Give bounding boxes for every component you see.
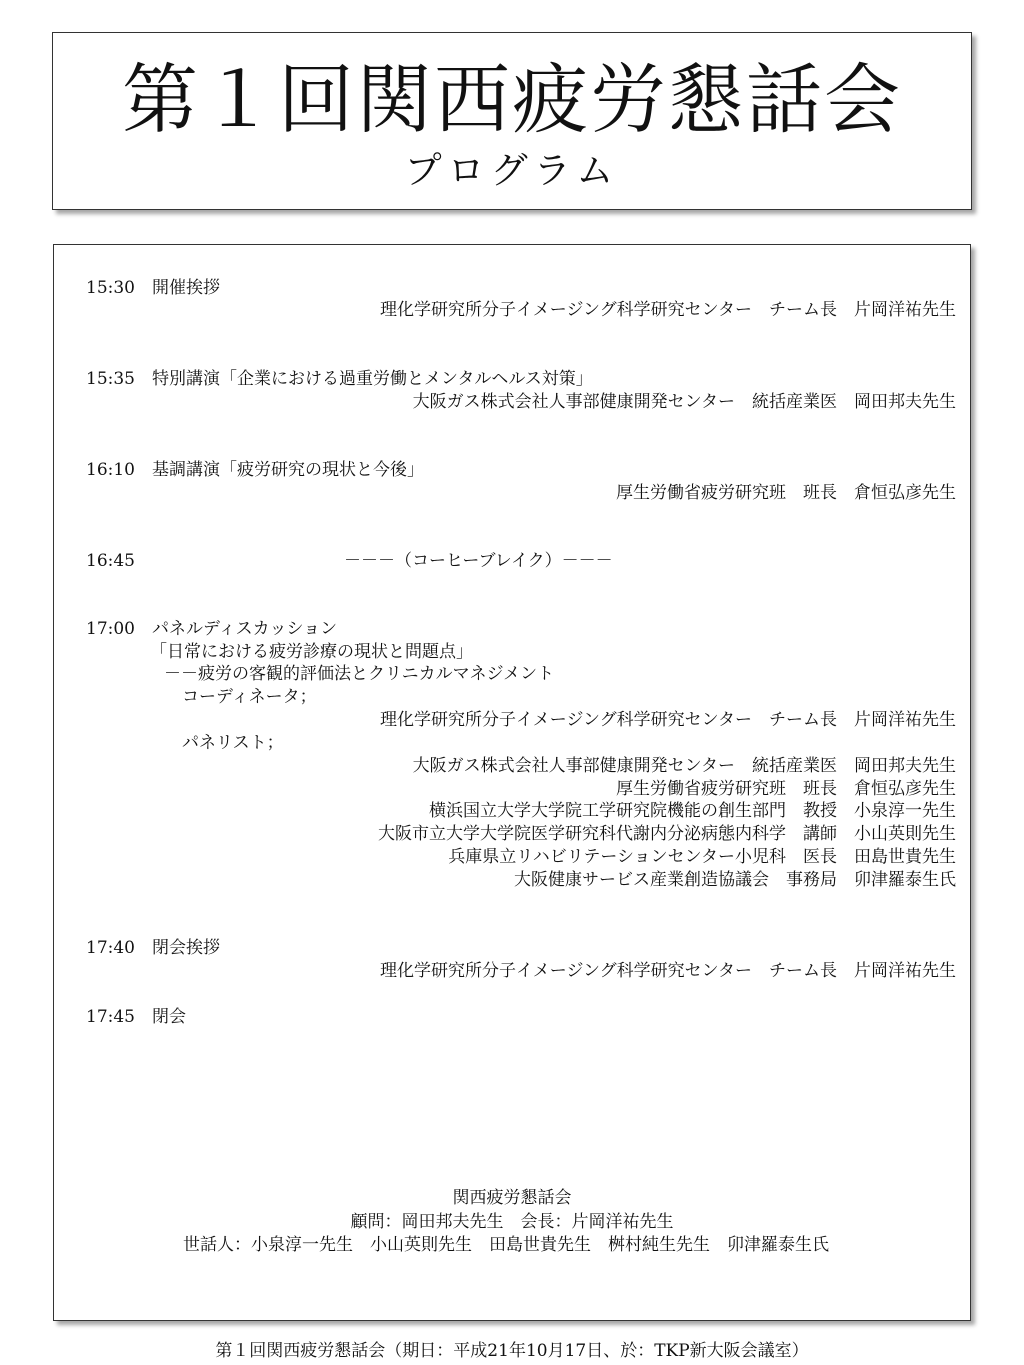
- session-speaker: 厚生労働省疲労研究班 班長 倉恒弘彦先生: [616, 483, 956, 503]
- session-speaker: 大阪ガス株式会社人事部健康開発センター 統括産業医 岡田邦夫先生: [412, 392, 956, 412]
- coffee-break: －－－（コーヒーブレイク）－－－: [344, 551, 613, 571]
- session-speaker: 理化学研究所分子イメージング科学研究センター チーム長 片岡洋祐先生: [379, 300, 956, 320]
- panelist-item: 大阪健康サービス産業創造協議会 事務局 卯津羅泰生氏: [514, 870, 956, 890]
- session-time: 17:45: [86, 1007, 135, 1027]
- session-title: 閉会: [152, 1007, 186, 1027]
- session-time: 17:40: [86, 938, 135, 958]
- page-footer: 第１回関西疲労懇話会（期日：平成21年10月17日、於：TKP新大阪会議室）: [215, 1341, 809, 1361]
- organization-organizers: 世話人：小泉淳一先生 小山英則先生 田島世貴先生 桝村純生先生 卯津羅泰生氏: [183, 1235, 829, 1255]
- session-time: 16:45: [86, 551, 135, 571]
- coordinator-name: 理化学研究所分子イメージング科学研究センター チーム長 片岡洋祐先生: [379, 710, 956, 730]
- panelist-item: 兵庫県立リハビリテーションセンター小児科 医長 田島世貴先生: [448, 847, 956, 867]
- coordinator-label: コーディネータ；: [182, 687, 317, 707]
- session-title: 特別講演「企業における過重労働とメンタルヘルス対策」: [152, 369, 593, 389]
- panelist-item: 厚生労働省疲労研究班 班長 倉恒弘彦先生: [616, 779, 956, 799]
- panel-subtheme: －－疲労の客観的評価法とクリニカルマネジメント: [164, 664, 555, 684]
- panelist-label: パネリスト；: [182, 733, 284, 753]
- session-speaker: 理化学研究所分子イメージング科学研究センター チーム長 片岡洋祐先生: [379, 961, 956, 981]
- session-title: 基調講演「疲労研究の現状と今後」: [152, 460, 424, 480]
- panel-theme: 「日常における疲労診療の現状と問題点」: [150, 642, 473, 662]
- panelist-item: 大阪ガス株式会社人事部健康開発センター 統括産業医 岡田邦夫先生: [412, 756, 956, 776]
- organization-advisors: 顧問：岡田邦夫先生 会長：片岡洋祐先生: [350, 1212, 674, 1232]
- page-subtitle: プログラム: [404, 149, 620, 192]
- session-title: 開催挨拶: [152, 278, 220, 298]
- session-title: パネルディスカッション: [152, 619, 338, 639]
- session-time: 15:35: [86, 369, 135, 389]
- panelist-item: 大阪市立大学大学院医学研究科代謝内分泌病態内科学 講師 小山英則先生: [378, 824, 956, 844]
- session-title: 閉会挨拶: [152, 938, 220, 958]
- panelist-item: 横浜国立大学大学院工学研究院機能の創生部門 教授 小泉淳一先生: [429, 801, 956, 821]
- session-time: 15:30: [86, 278, 135, 298]
- organization-name: 関西疲労懇話会: [452, 1188, 572, 1208]
- page-title: 第１回関西疲労懇話会: [122, 55, 902, 144]
- session-time: 16:10: [86, 460, 135, 480]
- title-box: [52, 32, 972, 210]
- program-box: [53, 244, 971, 1321]
- session-time: 17:00: [86, 619, 135, 639]
